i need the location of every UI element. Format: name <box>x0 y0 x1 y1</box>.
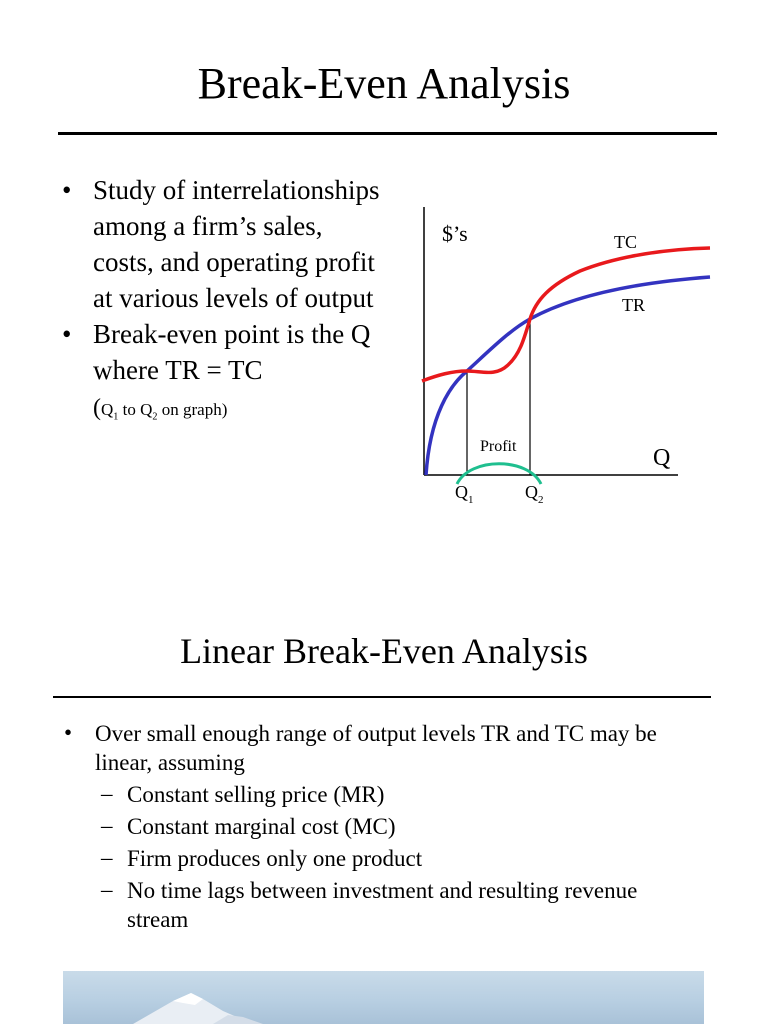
title-divider <box>58 132 717 135</box>
bullet-list <box>60 172 380 435</box>
bullet-text: Over small enough range of output levels TR and TC may be linear, assuming <box>95 721 657 775</box>
tc-label: TC <box>614 232 638 252</box>
bullet-item <box>60 719 680 777</box>
profit-arc <box>457 464 541 484</box>
sub-bullet-item: – No time lags between investment and resulting revenue stream <box>60 876 680 934</box>
y-axis-label: $’s <box>442 221 468 246</box>
sub-bullet-item: – Constant marginal cost (MC) <box>60 812 680 841</box>
x-axis-label: Q <box>653 445 671 471</box>
profit-label: Profit <box>480 438 517 455</box>
bullet-item <box>60 172 380 316</box>
break-even-graph <box>400 205 720 515</box>
slide2-body <box>60 719 680 934</box>
slide-title-2: Linear Break-Even Analysis <box>180 631 588 671</box>
slide-title: Break-Even Analysis <box>197 59 571 108</box>
bullet-item <box>60 316 380 435</box>
q1-label: $Q_1$ <box>455 482 474 506</box>
sub-bullet-item: – Firm produces only one product <box>60 844 680 873</box>
sub-bullet-list <box>60 780 680 934</box>
mountain-icon <box>63 971 704 1024</box>
title-divider-2 <box>53 696 711 698</box>
mountain-photo <box>63 971 704 1024</box>
q2-label: $Q_2$ <box>525 482 544 506</box>
tr-label: TR <box>622 295 646 315</box>
note-open-paren: ( <box>93 395 101 421</box>
tc-curve <box>422 248 710 381</box>
sub-bullet-item: – Constant selling price (MR) <box>60 780 680 809</box>
bullet-text: Study of interrelationships among a firm’s sales, costs, and operating profit at various levels of output <box>93 175 380 313</box>
bullet-text: Break-even point is the Q where TR = TC <box>93 319 371 385</box>
graph-note: $Q_1$ to $Q_2$ on graph) <box>101 400 228 423</box>
